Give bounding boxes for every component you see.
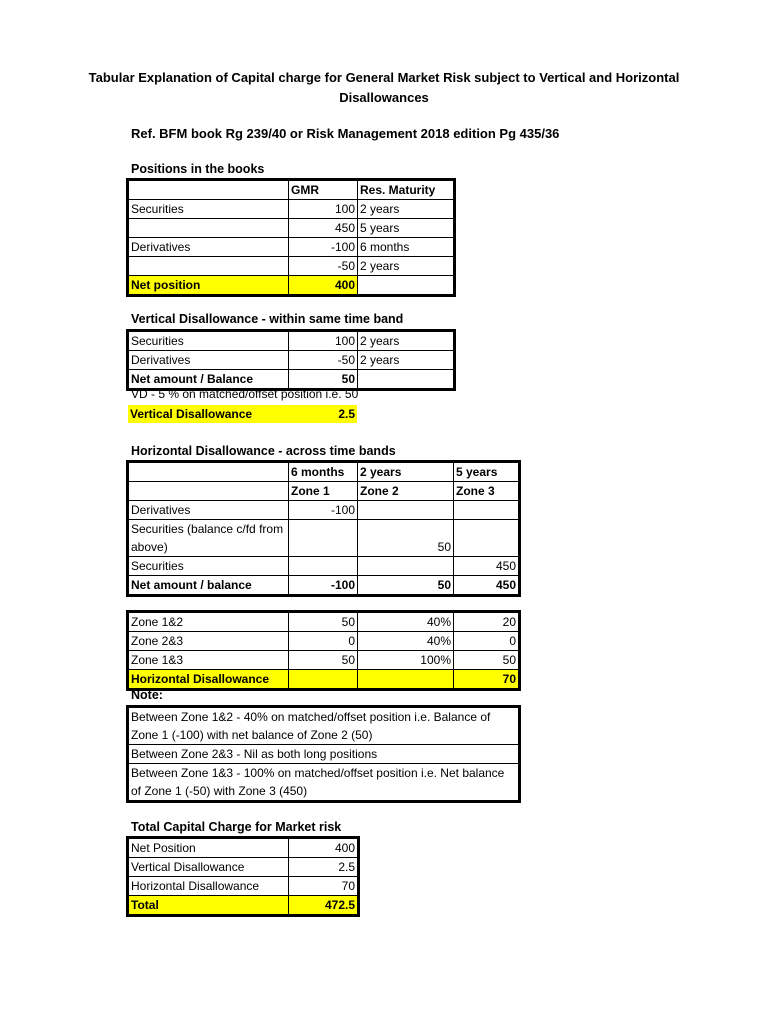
notes-table	[128, 707, 519, 801]
col-maturity: Res. Maturity	[358, 181, 454, 200]
total-table	[128, 838, 358, 915]
vertical-table	[128, 331, 454, 389]
col-gmr: GMR	[289, 181, 358, 200]
list-item: Between Zone 1&2 - 40% on matched/offset position i.e. Balance of Zone 1 (-100) with net balance of Zone 2 (50)	[129, 708, 519, 745]
net-position-row: Net position 400	[129, 276, 454, 295]
vd-result: Vertical Disallowance 2.5	[130, 407, 355, 421]
table-row: Securities 450	[129, 557, 519, 576]
table-row: Derivatives -50 2 years	[129, 351, 454, 370]
table-row: Securities 100 2 years	[129, 200, 454, 219]
table-row: Securities (balance c/fd from above) 50	[129, 520, 519, 557]
list-item: Between Zone 2&3 - Nil as both long positions	[129, 745, 519, 764]
positions-heading: Positions in the books	[131, 162, 265, 176]
table-row: Horizontal Disallowance 70	[129, 877, 358, 896]
table-row: Zone 2&3 0 40% 0	[129, 632, 519, 651]
table-row: Zone 1&2 50 40% 20	[129, 613, 519, 632]
positions-table	[128, 180, 454, 295]
table-row: Derivatives -100 6 months	[129, 238, 454, 257]
reference-line: Ref. BFM book Rg 239/40 or Risk Management 2018 edition Pg 435/36	[131, 126, 560, 141]
table-row: Zone 1&3 50 100% 50	[129, 651, 519, 670]
table-row: Vertical Disallowance 2.5	[129, 858, 358, 877]
list-item: Between Zone 1&3 - 100% on matched/offset position i.e. Net balance of Zone 1 (-50) with Zone 3 (450)	[129, 764, 519, 801]
horizontal-disallowance-row: Horizontal Disallowance 70	[129, 670, 519, 689]
net-amount-row: Net amount / balance -100 50 450	[129, 576, 519, 595]
total-row: Total 472.5	[129, 896, 358, 915]
vd-note: VD - 5 % on matched/offset position i.e. 50	[131, 387, 359, 401]
table-row: -50 2 years	[129, 257, 454, 276]
zone-calc-table	[128, 612, 519, 689]
table-row: 450 5 years	[129, 219, 454, 238]
horizontal-table: 6 months 2 years 5 years Zone 1 Zone 2 Zone 3 Derivatives -100 Securities (balance c/fd from above) 50 Securities 450 Net amount / balance -100 50 450	[128, 462, 519, 595]
page-title-line1: Tabular Explanation of Capital charge for General Market Risk subject to Vertical and Horizontal	[88, 70, 680, 85]
total-heading: Total Capital Charge for Market risk	[131, 820, 342, 834]
table-row: Derivatives -100	[129, 501, 519, 520]
page-title-line2: Disallowances	[339, 90, 429, 105]
horizontal-heading: Horizontal Disallowance - across time bands	[131, 444, 396, 458]
net-amount-row: Net amount / Balance 50	[129, 370, 454, 389]
table-row: Net Position 400	[129, 839, 358, 858]
table-row: Securities 100 2 years	[129, 332, 454, 351]
vertical-heading: Vertical Disallowance - within same time band	[131, 312, 404, 326]
note-heading: Note:	[131, 688, 163, 702]
